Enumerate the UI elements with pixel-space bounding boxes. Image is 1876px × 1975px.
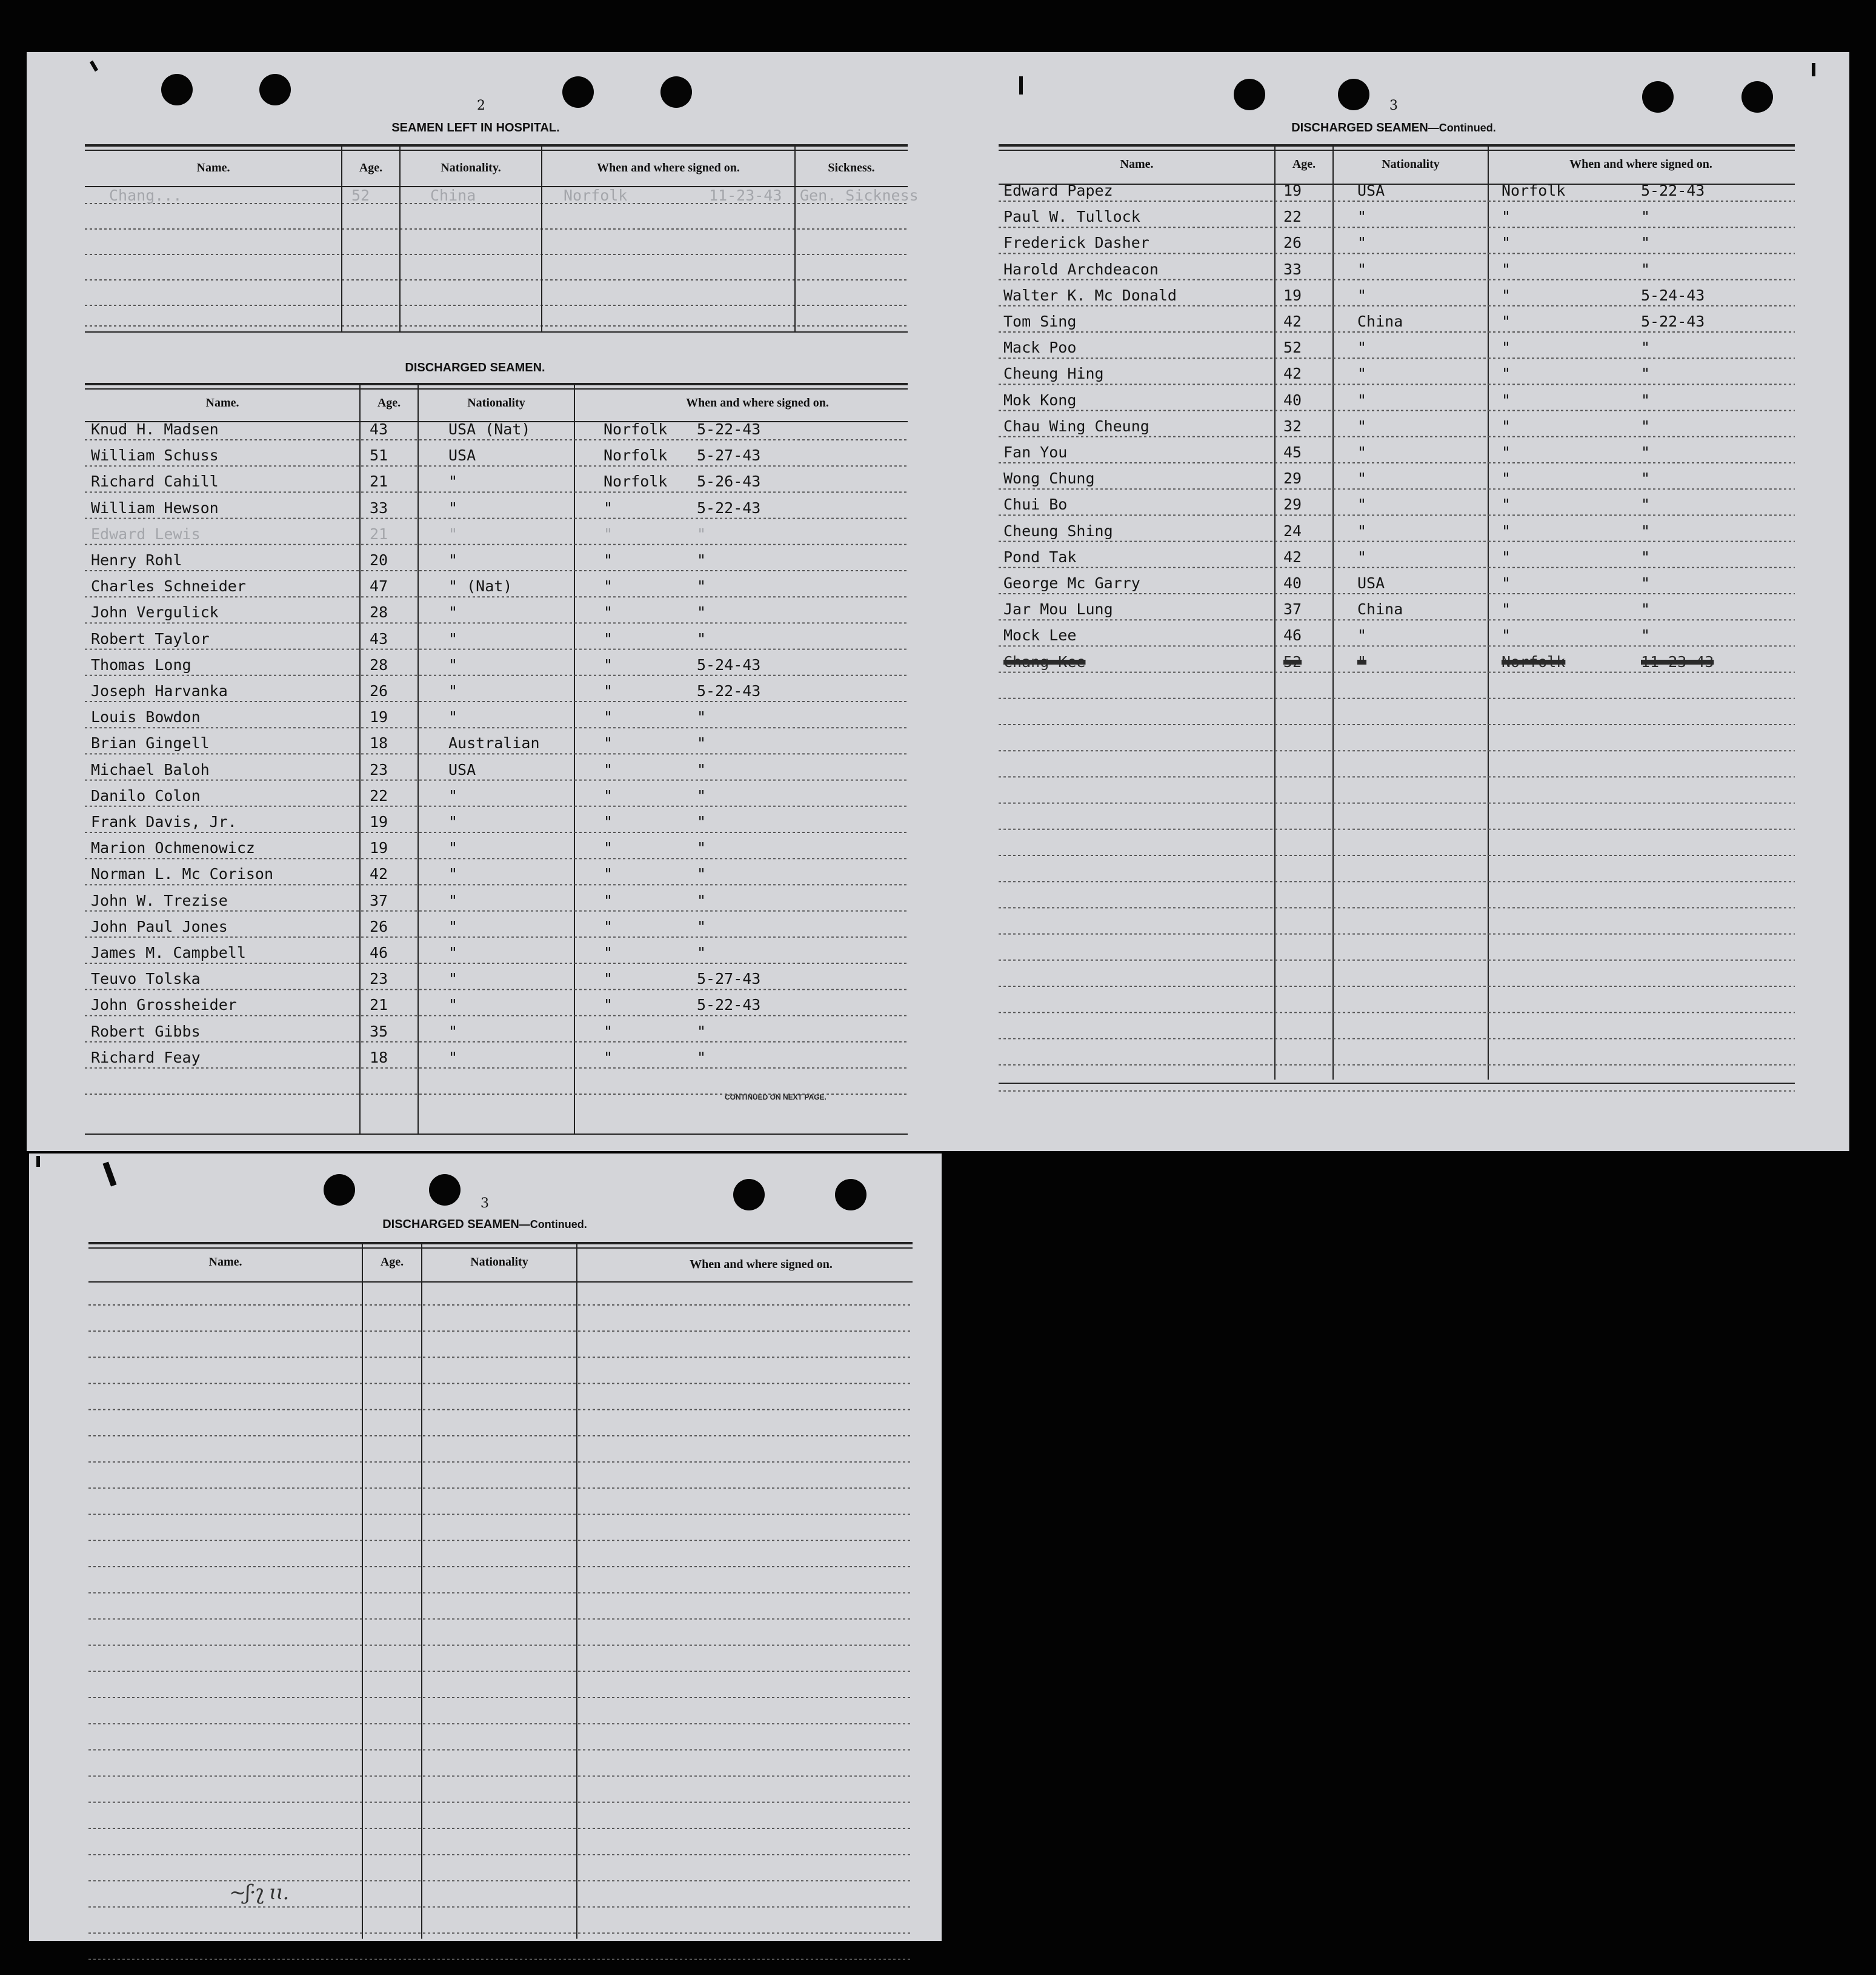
signature-scribble: ~ʃ·ʅ ɩɩ. bbox=[229, 1880, 288, 1905]
cell-nationality: " bbox=[448, 839, 458, 857]
discharged-continued-title bbox=[1291, 121, 1496, 135]
cell-nationality: USA bbox=[448, 446, 476, 465]
cell-place: Norfolk bbox=[1502, 652, 1566, 671]
cell-age: 21 bbox=[370, 996, 388, 1014]
cell-name: Harold Archdeacon bbox=[1003, 260, 1159, 278]
cell-place: " bbox=[1502, 574, 1511, 592]
cell-date: " bbox=[1641, 443, 1651, 461]
column-header-signed-on: When and where signed on. bbox=[597, 161, 740, 174]
cell-date: " bbox=[697, 629, 707, 648]
cell-age: 37 bbox=[1283, 600, 1302, 619]
cell-age: 23 bbox=[370, 970, 388, 988]
film-mark bbox=[1019, 76, 1023, 95]
cell-nationality: " bbox=[448, 551, 458, 569]
cell-place: " bbox=[1502, 600, 1511, 619]
hospital-date: 11-23-43 bbox=[709, 187, 782, 204]
discharged-continued-title bbox=[382, 1218, 587, 1232]
cell-age: 42 bbox=[1283, 548, 1302, 566]
cell-place: " bbox=[1502, 417, 1511, 435]
cell-date: " bbox=[1641, 522, 1651, 540]
cell-place: Norfolk bbox=[604, 420, 668, 438]
column-header-name: Name. bbox=[196, 161, 230, 174]
cell-name: Cheung Shing bbox=[1003, 522, 1113, 540]
cell-place: Norfolk bbox=[604, 473, 668, 491]
cell-nationality: " (Nat) bbox=[448, 577, 513, 596]
page-number: 2 bbox=[477, 98, 485, 113]
cell-place: Norfolk bbox=[604, 446, 668, 465]
cell-age: 47 bbox=[370, 577, 388, 596]
cell-date: 5-22-43 bbox=[697, 682, 761, 700]
cell-date: " bbox=[697, 1048, 707, 1066]
punch-hole bbox=[835, 1179, 866, 1210]
cell-age: 26 bbox=[370, 917, 388, 935]
cell-age: 35 bbox=[370, 1022, 388, 1040]
cell-age: 22 bbox=[370, 786, 388, 805]
cell-name: Jar Mou Lung bbox=[1003, 600, 1113, 619]
cell-age: 21 bbox=[370, 525, 388, 543]
cell-name: Tom Sing bbox=[1003, 313, 1077, 330]
cell-name: James M. Campbell bbox=[91, 944, 246, 961]
cell-place: " bbox=[604, 525, 613, 543]
punch-hole bbox=[733, 1179, 765, 1210]
cell-place: " bbox=[604, 1048, 613, 1066]
column-header-nationality: Nationality bbox=[470, 1255, 528, 1269]
cell-date: " bbox=[697, 525, 707, 543]
cell-place: " bbox=[1502, 234, 1511, 252]
cell-place: " bbox=[1502, 548, 1511, 566]
cell-name: Knud H. Madsen bbox=[91, 420, 219, 438]
cell-place: " bbox=[604, 499, 613, 517]
cell-place: " bbox=[604, 708, 613, 726]
cell-date: 5-22-43 bbox=[697, 420, 761, 438]
cell-nationality: " bbox=[1357, 496, 1367, 514]
cell-date: " bbox=[1641, 417, 1651, 435]
cell-age: 28 bbox=[370, 656, 388, 674]
column-header-name: Name. bbox=[205, 396, 239, 410]
cell-place: " bbox=[1502, 339, 1511, 357]
cell-date: 5-27-43 bbox=[697, 970, 761, 988]
cell-age: 21 bbox=[370, 473, 388, 491]
cell-place: " bbox=[1502, 365, 1511, 383]
column-header-nationality: Nationality bbox=[467, 396, 525, 410]
continued-note: CONTINUED ON NEXT PAGE. bbox=[725, 1093, 827, 1101]
cell-date: " bbox=[1641, 496, 1651, 514]
cell-place: " bbox=[604, 656, 613, 674]
cell-place: " bbox=[604, 629, 613, 648]
cell-nationality: " bbox=[1357, 339, 1367, 357]
cell-place: " bbox=[604, 760, 613, 778]
cell-nationality: " bbox=[1357, 208, 1367, 226]
cell-nationality: " bbox=[1357, 417, 1367, 435]
column-header-nationality: Nationality. bbox=[441, 161, 501, 174]
cell-place: " bbox=[1502, 391, 1511, 409]
cell-nationality: " bbox=[1357, 470, 1367, 488]
column-header-nationality: Nationality bbox=[1382, 158, 1440, 171]
cell-age: 20 bbox=[370, 551, 388, 569]
cell-name: Henry Rohl bbox=[91, 551, 182, 569]
film-mark bbox=[1812, 63, 1815, 76]
discharged-table bbox=[85, 383, 908, 1140]
cell-nationality: " bbox=[448, 603, 458, 622]
cell-nationality: " bbox=[1357, 548, 1367, 566]
cell-age: 32 bbox=[1283, 417, 1302, 435]
cell-name: Norman L. Mc Corison bbox=[91, 865, 274, 883]
sheet-left bbox=[27, 52, 972, 1151]
cell-age: 40 bbox=[1283, 391, 1302, 409]
cell-name: Walter K. Mc Donald bbox=[1003, 286, 1177, 304]
cell-place: " bbox=[1502, 470, 1511, 488]
cell-name: Mack Poo bbox=[1003, 339, 1077, 357]
cell-age: 42 bbox=[1283, 365, 1302, 383]
cell-nationality: " bbox=[448, 473, 458, 491]
cell-name: William Hewson bbox=[91, 499, 219, 517]
cell-date: 5-22-43 bbox=[697, 499, 761, 517]
cell-age: 37 bbox=[370, 891, 388, 909]
cell-age: 22 bbox=[1283, 208, 1302, 226]
cell-place: " bbox=[604, 682, 613, 700]
cell-name: Mok Kong bbox=[1003, 391, 1077, 409]
cell-nationality: " bbox=[448, 865, 458, 883]
cell-name: Joseph Harvanka bbox=[91, 682, 228, 700]
cell-nationality: " bbox=[1357, 234, 1367, 252]
column-header-signed-on: When and where signed on. bbox=[690, 1258, 833, 1271]
cell-place: " bbox=[1502, 286, 1511, 304]
cell-name: Wong Chung bbox=[1003, 470, 1095, 488]
cell-name: Chang Kee bbox=[1003, 652, 1086, 671]
cell-name: Chau Wing Cheung bbox=[1003, 417, 1149, 435]
cell-age: 26 bbox=[370, 682, 388, 700]
cell-name: Edward Papez bbox=[1003, 182, 1113, 199]
cell-name: Edward Lewis bbox=[91, 525, 201, 543]
cell-date: " bbox=[1641, 626, 1651, 645]
cell-nationality: " bbox=[448, 944, 458, 961]
cell-date: " bbox=[697, 708, 707, 726]
cell-date: " bbox=[1641, 391, 1651, 409]
cell-nationality: " bbox=[1357, 626, 1367, 645]
cell-date: " bbox=[1641, 260, 1651, 278]
cell-date: " bbox=[697, 603, 707, 622]
cell-age: 45 bbox=[1283, 443, 1302, 461]
column-header-signed-on: When and where signed on. bbox=[686, 396, 829, 410]
cell-nationality: " bbox=[1357, 286, 1367, 304]
cell-name: Michael Baloh bbox=[91, 760, 210, 778]
title-suffix: —Continued. bbox=[519, 1218, 587, 1230]
page-number: 3 bbox=[481, 1196, 489, 1211]
cell-nationality: " bbox=[448, 708, 458, 726]
cell-age: 24 bbox=[1283, 522, 1302, 540]
hospital-age: 52 bbox=[351, 187, 370, 204]
cell-place: " bbox=[604, 865, 613, 883]
cell-age: 19 bbox=[370, 708, 388, 726]
cell-name: Robert Taylor bbox=[91, 629, 210, 648]
punch-hole bbox=[324, 1174, 355, 1206]
cell-name: Louis Bowdon bbox=[91, 708, 201, 726]
title-text: DISCHARGED SEAMEN bbox=[1291, 121, 1428, 134]
cell-name: Thomas Long bbox=[91, 656, 191, 674]
cell-nationality: " bbox=[1357, 365, 1367, 383]
cell-date: " bbox=[697, 577, 707, 596]
cell-place: " bbox=[1502, 260, 1511, 278]
cell-name: Cheung Hing bbox=[1003, 365, 1104, 383]
cell-nationality: " bbox=[1357, 443, 1367, 461]
discharged-continued-table bbox=[999, 144, 1795, 1101]
punch-hole bbox=[259, 74, 291, 105]
cell-nationality: " bbox=[448, 629, 458, 648]
cell-place: " bbox=[1502, 522, 1511, 540]
cell-nationality: " bbox=[448, 1022, 458, 1040]
cell-date: " bbox=[1641, 548, 1651, 566]
cell-nationality: USA bbox=[1357, 574, 1385, 592]
cell-nationality: USA bbox=[448, 760, 476, 778]
cell-nationality: China bbox=[1357, 313, 1403, 330]
cell-date: " bbox=[697, 813, 707, 831]
cell-nationality: Australian bbox=[448, 734, 540, 752]
cell-age: 19 bbox=[1283, 286, 1302, 304]
cell-place: " bbox=[604, 996, 613, 1014]
cell-date: " bbox=[697, 551, 707, 569]
discharged-title: DISCHARGED SEAMEN. bbox=[405, 361, 545, 374]
cell-place: " bbox=[1502, 496, 1511, 514]
cell-nationality: " bbox=[448, 996, 458, 1014]
cell-age: 40 bbox=[1283, 574, 1302, 592]
sheet-bottom bbox=[29, 1153, 942, 1941]
hospital-title: SEAMEN LEFT IN HOSPITAL. bbox=[391, 121, 560, 134]
hospital-place: Norfolk bbox=[564, 187, 628, 204]
film-mark bbox=[36, 1156, 40, 1167]
discharged-blank-lines bbox=[88, 1242, 913, 1939]
cell-age: 28 bbox=[370, 603, 388, 622]
cell-name: John Grossheider bbox=[91, 996, 237, 1014]
cell-nationality: " bbox=[448, 786, 458, 805]
sheet-right bbox=[972, 52, 1849, 1151]
cell-place: " bbox=[604, 813, 613, 831]
column-header-signed-on: When and where signed on. bbox=[1569, 158, 1712, 171]
punch-hole bbox=[1338, 79, 1369, 110]
punch-hole bbox=[1642, 81, 1674, 113]
cell-age: 23 bbox=[370, 760, 388, 778]
cell-nationality: " bbox=[1357, 260, 1367, 278]
cell-place: " bbox=[604, 577, 613, 596]
cell-date: 5-22-43 bbox=[1641, 182, 1705, 199]
cell-age: 33 bbox=[370, 499, 388, 517]
cell-name: John W. Trezise bbox=[91, 891, 228, 909]
punch-hole bbox=[562, 76, 594, 108]
cell-date: " bbox=[1641, 574, 1651, 592]
cell-name: Brian Gingell bbox=[91, 734, 210, 752]
cell-age: 33 bbox=[1283, 260, 1302, 278]
cell-date: " bbox=[1641, 234, 1651, 252]
cell-date: " bbox=[697, 786, 707, 805]
cell-place: " bbox=[604, 734, 613, 752]
cell-nationality: " bbox=[448, 970, 458, 988]
cell-date: " bbox=[697, 760, 707, 778]
cell-place: " bbox=[604, 944, 613, 961]
cell-date: " bbox=[1641, 365, 1651, 383]
cell-nationality: USA (Nat) bbox=[448, 420, 531, 438]
cell-place: " bbox=[604, 839, 613, 857]
cell-date: 5-27-43 bbox=[697, 446, 761, 465]
cell-name: Fan You bbox=[1003, 443, 1068, 461]
cell-place: " bbox=[604, 786, 613, 805]
cell-name: Frank Davis, Jr. bbox=[91, 813, 237, 831]
cell-date: " bbox=[1641, 339, 1651, 357]
column-header-age: Age. bbox=[359, 161, 383, 174]
cell-place: " bbox=[604, 603, 613, 622]
page-number: 3 bbox=[1389, 98, 1398, 113]
column-header-age: Age. bbox=[380, 1255, 404, 1269]
cell-nationality: " bbox=[448, 499, 458, 517]
cell-place: " bbox=[604, 917, 613, 935]
cell-age: 46 bbox=[1283, 626, 1302, 645]
cell-age: 19 bbox=[370, 839, 388, 857]
column-header-age: Age. bbox=[377, 396, 401, 410]
cell-name: Robert Gibbs bbox=[91, 1022, 201, 1040]
cell-name: Danilo Colon bbox=[91, 786, 201, 805]
cell-date: " bbox=[697, 865, 707, 883]
cell-date: 5-22-43 bbox=[1641, 313, 1705, 330]
cell-name: Mock Lee bbox=[1003, 626, 1077, 645]
cell-nationality: China bbox=[1357, 600, 1403, 619]
cell-name: Charles Schneider bbox=[91, 577, 246, 596]
cell-date: " bbox=[697, 917, 707, 935]
cell-age: 19 bbox=[1283, 182, 1302, 199]
cell-date: " bbox=[697, 734, 707, 752]
cell-age: 51 bbox=[370, 446, 388, 465]
cell-place: " bbox=[604, 1022, 613, 1040]
cell-date: " bbox=[697, 944, 707, 961]
cell-nationality: " bbox=[1357, 522, 1367, 540]
cell-date: 5-26-43 bbox=[697, 473, 761, 491]
hospital-name: Chang... bbox=[109, 187, 182, 204]
cell-nationality: " bbox=[448, 1048, 458, 1066]
cell-age: 26 bbox=[1283, 234, 1302, 252]
punch-hole bbox=[429, 1174, 461, 1206]
cell-age: 42 bbox=[370, 865, 388, 883]
cell-name: Chui Bo bbox=[1003, 496, 1068, 514]
cell-name: Frederick Dasher bbox=[1003, 234, 1149, 252]
cell-date: " bbox=[697, 1022, 707, 1040]
discharged-blank-table bbox=[88, 1242, 913, 1939]
hospital-sickness: Gen. Sickness bbox=[800, 187, 919, 204]
cell-nationality: " bbox=[448, 917, 458, 935]
cell-age: 46 bbox=[370, 944, 388, 961]
cell-age: 52 bbox=[1283, 652, 1302, 671]
punch-hole bbox=[660, 76, 692, 108]
cell-nationality: " bbox=[1357, 391, 1367, 409]
cell-place: " bbox=[1502, 313, 1511, 330]
cell-name: John Paul Jones bbox=[91, 917, 228, 935]
cell-age: 42 bbox=[1283, 313, 1302, 330]
cell-place: " bbox=[604, 970, 613, 988]
cell-date: " bbox=[1641, 470, 1651, 488]
column-header-sickness: Sickness. bbox=[828, 161, 875, 174]
cell-date: 5-24-43 bbox=[697, 656, 761, 674]
cell-nationality: USA bbox=[1357, 182, 1385, 199]
cell-name: Richard Feay bbox=[91, 1048, 201, 1066]
cell-place: " bbox=[1502, 208, 1511, 226]
punch-hole bbox=[1741, 81, 1773, 113]
cell-date: " bbox=[697, 891, 707, 909]
cell-place: " bbox=[604, 891, 613, 909]
cell-nationality: " bbox=[1357, 652, 1367, 671]
cell-place: " bbox=[604, 551, 613, 569]
cell-name: Richard Cahill bbox=[91, 473, 219, 491]
title-suffix: —Continued. bbox=[1428, 122, 1496, 134]
title-text: DISCHARGED SEAMEN bbox=[382, 1218, 519, 1231]
cell-date: 5-22-43 bbox=[697, 996, 761, 1014]
cell-name: John Vergulick bbox=[91, 603, 219, 622]
cell-name: Teuvo Tolska bbox=[91, 970, 201, 988]
cell-place: " bbox=[1502, 626, 1511, 645]
cell-nationality: " bbox=[448, 891, 458, 909]
cell-age: 29 bbox=[1283, 496, 1302, 514]
cell-age: 19 bbox=[370, 813, 388, 831]
cell-age: 18 bbox=[370, 734, 388, 752]
cell-nationality: " bbox=[448, 813, 458, 831]
cell-name: Paul W. Tullock bbox=[1003, 208, 1140, 226]
column-header-age: Age. bbox=[1292, 158, 1316, 171]
hospital-nationality: China bbox=[430, 187, 476, 204]
cell-age: 43 bbox=[370, 420, 388, 438]
cell-date: " bbox=[1641, 600, 1651, 619]
cell-date: " bbox=[697, 839, 707, 857]
cell-age: 18 bbox=[370, 1048, 388, 1066]
cell-age: 43 bbox=[370, 629, 388, 648]
cell-name: Pond Tak bbox=[1003, 548, 1077, 566]
column-header-name: Name. bbox=[208, 1255, 242, 1269]
column-header-name: Name. bbox=[1120, 158, 1154, 171]
cell-age: 29 bbox=[1283, 470, 1302, 488]
cell-nationality: " bbox=[448, 656, 458, 674]
cell-date: 11-23-43 bbox=[1641, 652, 1714, 671]
cell-name: Marion Ochmenowicz bbox=[91, 839, 255, 857]
cell-date: " bbox=[1641, 208, 1651, 226]
cell-name: George Mc Garry bbox=[1003, 574, 1140, 592]
cell-nationality: " bbox=[448, 525, 458, 543]
punch-hole bbox=[1234, 79, 1265, 110]
cell-nationality: " bbox=[448, 682, 458, 700]
cell-date: 5-24-43 bbox=[1641, 286, 1705, 304]
cell-age: 52 bbox=[1283, 339, 1302, 357]
punch-hole bbox=[161, 74, 193, 105]
cell-place: Norfolk bbox=[1502, 182, 1566, 199]
cell-name: William Schuss bbox=[91, 446, 219, 465]
cell-place: " bbox=[1502, 443, 1511, 461]
